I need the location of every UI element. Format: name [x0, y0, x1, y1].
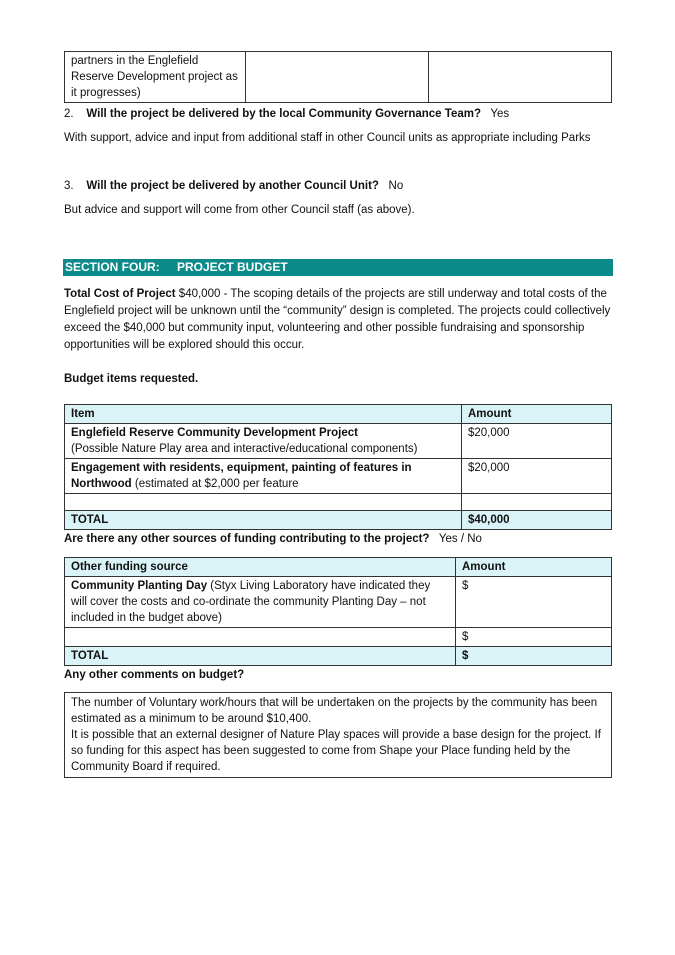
question-answer: No: [388, 180, 404, 192]
question-2: [64, 106, 509, 123]
table-header-row: [65, 405, 612, 424]
total-label: TOTAL: [65, 647, 456, 666]
comments-heading: Any other comments on budget?: [64, 669, 245, 681]
question-3-note: But advice and support will come from other Council staff (as above).: [64, 204, 415, 216]
total-row: [65, 511, 612, 530]
item-description: (estimated at $2,000 per feature: [131, 478, 299, 490]
question-answer: Yes / No: [438, 533, 482, 545]
table-cell: [462, 494, 612, 511]
comments-box: [64, 692, 612, 778]
table-cell: partners in the Englefield Reserve Development project as it progresses): [65, 52, 246, 103]
table-cell: [65, 494, 462, 511]
total-label: TOTAL: [65, 511, 462, 530]
question-number: 2.: [64, 108, 74, 120]
question-3: [64, 178, 403, 195]
source-title: Community Planting Day: [71, 580, 208, 592]
table-cell: [246, 52, 429, 103]
column-header-source: Other funding source: [65, 558, 456, 577]
source-amount: $: [456, 628, 612, 647]
table-cell: [65, 459, 462, 494]
total-value: $40,000: [462, 511, 612, 530]
column-header-item: Item: [65, 405, 462, 424]
section-header: [63, 259, 613, 276]
table-row: [65, 459, 612, 494]
comment-line: It is possible that an external designer of Nature Play spaces will provide a base design for the project. If so funding for this aspect has been suggested to come from Shape your Place funding held by the Community Board if required.: [71, 729, 601, 773]
table-cell: [65, 628, 456, 647]
total-cost-paragraph: [64, 286, 616, 354]
table-row: [65, 628, 612, 647]
source-description: (Styx Living Laboratory have indicated they will cover the costs and co-ordinate the community Planting Day – not included in the budget above): [71, 580, 431, 624]
item-amount: $20,000: [462, 424, 612, 459]
column-header-amount: Amount: [456, 558, 612, 577]
continuation-table: [64, 51, 612, 103]
total-row: [65, 647, 612, 666]
total-cost-label: Total Cost of Project: [64, 288, 176, 300]
question-number: 3.: [64, 180, 74, 192]
item-title: Engagement with residents, equipment, painting of features in Northwood: [71, 462, 412, 490]
section-label: SECTION FOUR:: [65, 260, 160, 274]
section-title: PROJECT BUDGET: [177, 260, 288, 274]
question-text: Will the project be delivered by the local Community Governance Team?: [86, 108, 481, 120]
total-value: $: [456, 647, 612, 666]
question-answer: Yes: [490, 108, 510, 120]
question-text: Will the project be delivered by another Council Unit?: [86, 180, 379, 192]
table-row: [65, 52, 612, 103]
item-title: Englefield Reserve Community Development Project: [71, 427, 358, 439]
table-cell: [65, 424, 462, 459]
comment-line: The number of Voluntary work/hours that will be undertaken on the projects by the community has been estimated as a minimum to be around $10,400.: [71, 697, 598, 725]
table-row: [65, 424, 612, 459]
source-amount: $: [456, 577, 612, 628]
table-header-row: [65, 558, 612, 577]
table-cell: [429, 52, 612, 103]
table-row: [65, 577, 612, 628]
column-header-amount: Amount: [462, 405, 612, 424]
budget-table: [64, 404, 612, 530]
table-cell: [65, 577, 456, 628]
table-row: [65, 494, 612, 511]
question-2-note: With support, advice and input from additional staff in other Council units as appropriate including Parks: [64, 132, 591, 144]
total-cost-text: $40,000 - The scoping details of the projects are still underway and total costs of the Englefield project will be unknown until the “community” design is completed. The projects could collectively exceed the $40,000 but community input, volunteering and other possible fundraising and sponsorship opportunities will be explored should this occur.: [64, 288, 611, 351]
budget-heading: Budget items requested.: [64, 373, 199, 385]
comments-cell: [65, 693, 612, 778]
item-description: (Possible Nature Play area and interactive/educational components): [71, 443, 418, 455]
table-row: [65, 693, 612, 778]
other-sources-question: [64, 531, 482, 548]
question-text: Are there any other sources of funding contributing to the project?: [64, 533, 430, 545]
funding-table: [64, 557, 612, 666]
item-amount: $20,000: [462, 459, 612, 494]
